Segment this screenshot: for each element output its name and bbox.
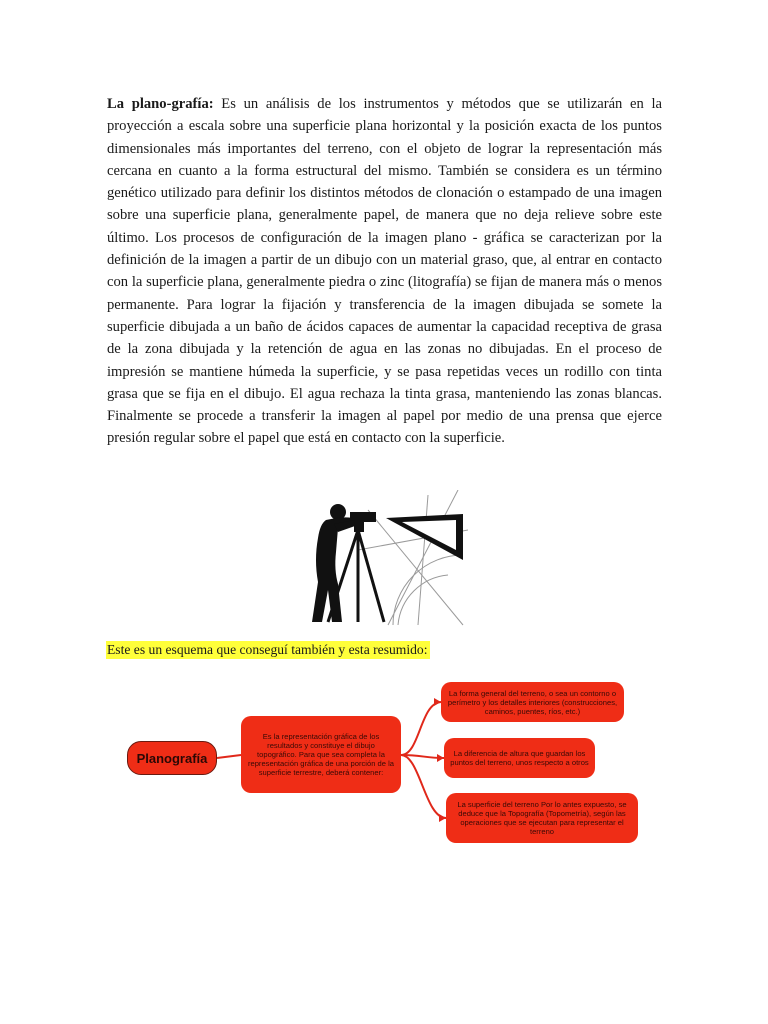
concept-map-center-node: Es la representación gráfica de los resultados y constituye el dibujo topográfico. Para que sea completa la representación gráfica de una porción de la superficie terrestre, deberá contener:	[241, 716, 401, 793]
main-paragraph	[107, 93, 662, 450]
concept-map-root: Planografía	[127, 741, 217, 775]
paragraph-body: Es un análisis de los instrumentos y métodos que se utilizarán en la proyección a escala sobre una superficie plana horizontal y la posición exacta de los puntos dimensionales más importantes del terreno, con el objeto de lograr la representación más cercana en cuanto a la forma estructural del mismo. También se considera es un término genético utilizado para definir los distintos métodos de clonación o estampado de una imagen sobre una superficie plana, generalmente papel, de manera que no deja relieve sobre este último. Los procesos de configuración de la imagen plano - gráfica se caracterizan por la definición de la imagen a partir de un dibujo con un material graso, que, al entrar en contacto con la superficie plana, generalmente piedra o zinc (litografía) se fijan de manera más o menos permanente. Para lograr la fijación y transferencia de la imagen dibujada se somete la superficie dibujada a un baño de ácidos capaces de aumentar la capacidad receptiva de grasa de la zona dibujada y la retención de agua en las zonas no dibujadas. En el proceso de impresión se mantiene húmeda la superficie, y se pasa repetidas veces un rodillo con tinta grasa que se fija en el dibujo. El agua rechaza la tinta grasa, manteniendo las zonas blancas. Finalmente se procede a transferir la imagen al papel por medio de una prensa que ejerce presión regular sobre el papel que está en contacto con la superficie.	[107, 96, 663, 447]
highlighted-note: Este es un esquema que conseguí también y esta resumido:	[107, 642, 428, 657]
concept-map-branch-1: La forma general del terreno, o sea un contorno o perímetro y los detalles interiores (construcciones, caminos, puentes, ríos, etc.)	[441, 682, 624, 722]
concept-map-branch-2: La diferencia de altura que guardan los puntos del terreno, unos respecto a otros	[444, 738, 595, 778]
term-label: La plano-grafía:	[107, 96, 214, 112]
concept-map-branch-3: La superficie del terreno Por lo antes expuesto, se deduce que la Topografía (Topometría), según las operaciones que se ejecutan para representar el terreno	[446, 793, 638, 843]
surveyor-with-theodolite-icon	[298, 490, 468, 630]
concept-map	[120, 675, 650, 850]
